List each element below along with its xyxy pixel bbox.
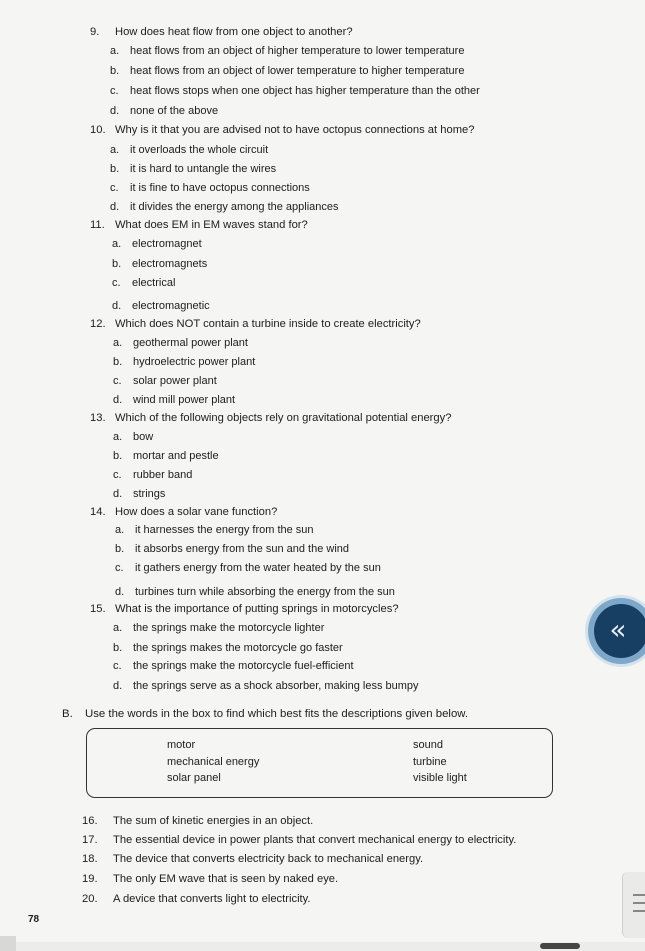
option-letter: b. — [113, 642, 123, 654]
word-box-item: mechanical energy — [167, 756, 260, 768]
option-letter: b. — [113, 356, 123, 368]
option-letter: c. — [113, 660, 122, 672]
option-letter: b. — [110, 65, 120, 77]
question-number: 11. — [90, 219, 105, 231]
option-text: turbines turn while absorbing the energy from the sun — [135, 586, 395, 598]
side-panel-handle[interactable] — [622, 872, 645, 938]
corner-tab — [0, 936, 16, 951]
option-text: it overloads the whole circuit — [130, 144, 269, 156]
question-text: Why is it that you are advised not to have octopus connections at home? — [115, 124, 475, 136]
question-number: 13. — [90, 412, 106, 424]
option-letter: a. — [112, 238, 122, 250]
option-text: electromagnet — [132, 238, 202, 250]
option-letter: d. — [115, 586, 125, 598]
option-text: it absorbs energy from the sun and the wind — [135, 543, 350, 555]
option-letter: d. — [110, 105, 120, 117]
option-text: it is fine to have octopus connections — [130, 182, 310, 194]
word-box-item: turbine — [413, 756, 447, 768]
option-text: heat flows stops when one object has higher temperature than the other — [130, 85, 480, 97]
option-text: electromagnetic — [132, 300, 210, 312]
option-text: geothermal power plant — [133, 337, 248, 349]
question-number: 9. — [90, 26, 100, 38]
item-number: 16. — [82, 815, 98, 827]
word-box — [86, 728, 553, 798]
option-letter: b. — [115, 543, 125, 555]
option-letter: d. — [113, 394, 123, 406]
option-text: heat flows from an object of higher temperature to lower temperature — [130, 45, 465, 57]
handle-line — [633, 894, 645, 896]
option-letter: a. — [113, 622, 123, 634]
option-letter: b. — [112, 258, 122, 270]
option-letter: d. — [112, 300, 122, 312]
bottom-scrollbar[interactable] — [0, 942, 645, 951]
item-number: 19. — [82, 873, 98, 885]
option-text: bow — [133, 431, 154, 443]
scrollbar-thumb[interactable] — [540, 943, 580, 949]
option-letter: d. — [113, 680, 123, 692]
option-letter: c. — [110, 85, 119, 97]
option-text: the springs serve as a shock absorber, making less bumpy — [133, 680, 419, 692]
page-number: 78 — [28, 914, 40, 925]
option-text: solar power plant — [133, 375, 217, 387]
item-text: A device that converts light to electricity. — [113, 893, 311, 905]
item-number: 18. — [82, 853, 98, 865]
option-letter: d. — [110, 201, 120, 213]
item-text: The sum of kinetic energies in an object. — [113, 815, 314, 827]
question-number: 15. — [90, 603, 106, 615]
handle-line — [633, 910, 645, 912]
section-letter: B. — [62, 708, 73, 720]
option-letter: b. — [113, 450, 123, 462]
item-number: 17. — [82, 834, 98, 846]
question-number: 12. — [90, 318, 106, 330]
option-letter: c. — [115, 562, 124, 574]
option-text: it harnesses the energy from the sun — [135, 524, 314, 536]
question-text: What is the importance of putting springs in motorcycles? — [115, 603, 399, 615]
item-number: 20. — [82, 893, 98, 905]
option-text: it divides the energy among the appliances — [130, 201, 339, 213]
option-letter: a. — [110, 45, 120, 57]
option-text: electromagnets — [132, 258, 208, 270]
option-text: the springs make the motorcycle lighter — [133, 622, 325, 634]
item-text: The device that converts electricity back to mechanical energy. — [113, 853, 424, 865]
option-text: rubber band — [133, 469, 193, 481]
question-number: 10. — [90, 124, 106, 136]
question-text: How does heat flow from one object to another? — [115, 26, 353, 38]
question-number: 14. — [90, 506, 106, 518]
option-text: mortar and pestle — [133, 450, 219, 462]
question-text: Which of the following objects rely on gravitational potential energy? — [115, 412, 452, 424]
question-text: How does a solar vane function? — [115, 506, 278, 518]
option-letter: a. — [113, 337, 123, 349]
option-text: it gathers energy from the water heated by the sun — [135, 562, 381, 574]
word-box-item: sound — [413, 739, 443, 751]
option-letter: b. — [110, 163, 120, 175]
item-text: The essential device in power plants that convert mechanical energy to electricity. — [113, 834, 517, 846]
section-text: Use the words in the box to find which best fits the descriptions given below. — [85, 708, 469, 720]
option-letter: c. — [110, 182, 119, 194]
option-text: it is hard to untangle the wires — [130, 163, 277, 175]
option-text: strings — [133, 488, 166, 500]
option-text: the springs make the motorcycle fuel-efficient — [133, 660, 354, 672]
option-text: hydroelectric power plant — [133, 356, 256, 368]
item-text: The only EM wave that is seen by naked eye. — [113, 873, 339, 885]
question-text: What does EM in EM waves stand for? — [115, 219, 308, 231]
option-letter: c. — [113, 375, 122, 387]
option-letter: a. — [110, 144, 120, 156]
option-letter: c. — [112, 277, 121, 289]
double-chevron-left-icon: « — [609, 612, 627, 646]
previous-page-button[interactable] — [594, 604, 645, 658]
word-box-item: motor — [167, 739, 196, 751]
option-letter: c. — [113, 469, 122, 481]
question-text: Which does NOT contain a turbine inside to create electricity? — [115, 318, 421, 330]
option-letter: d. — [113, 488, 123, 500]
option-text: none of the above — [130, 105, 219, 117]
option-text: wind mill power plant — [133, 394, 236, 406]
word-box-item: visible light — [413, 772, 467, 784]
option-text: electrical — [132, 277, 176, 289]
option-letter: a. — [113, 431, 123, 443]
option-letter: a. — [115, 524, 125, 536]
option-text: heat flows from an object of lower temperature to higher temperature — [130, 65, 465, 77]
word-box-item: solar panel — [167, 772, 221, 784]
option-text: the springs makes the motorcycle go faster — [133, 642, 343, 654]
handle-line — [633, 902, 645, 904]
